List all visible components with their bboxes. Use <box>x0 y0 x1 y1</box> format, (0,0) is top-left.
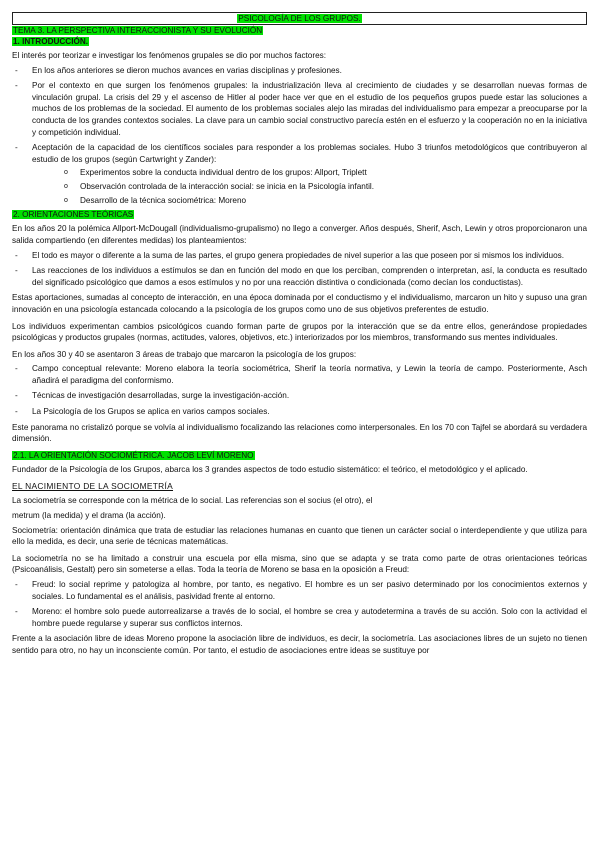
theme-title: TEMA 3. LA PERSPECTIVA INTERACCIONISTA Y SU EVOLUCIÓN <box>13 26 263 35</box>
list-item <box>12 142 587 207</box>
list-item: - Técnicas de investigación desarrolladas, surge la investigación-acción. <box>12 390 587 402</box>
sub-list-item: o Desarrollo de la técnica sociométrica: Moreno <box>32 195 587 207</box>
list-item: - Las reacciones de los individuos a estímulos se dan en función del modo en que los perciban, comprenden o interpretan, así, la conducta es resultado del significado psicológico que damos a esos estímulos y no por una reacción distintiva o condicionada (como decían los conductistas). <box>12 265 587 288</box>
section2-heading: 2. ORIENTACIONES TEÓRICAS <box>13 210 134 220</box>
list-item-text: Aceptación de la capacidad de los científicos sociales para responder a los problemas sociales. Hubo 3 triunfos metodológicos que contribuyeron al estudio de los grupos (según Cartwright y Zander): <box>32 143 587 164</box>
section1-heading: 1. INTRODUCCIÓN. <box>13 37 89 46</box>
sub-list-item: o Experimentos sobre la conducta individual dentro de los grupos: Allport, Triplett <box>32 167 587 179</box>
sociometry-line-2: metrum (la medida) y el drama (la acción). <box>12 511 166 521</box>
section2-paragraph-4: Este panorama no cristalizó porque se volvía al individualismo focalizando las relaciones como interpersonales. En los 70 con Tajfel se abordará su verdadera dimensión. <box>12 422 587 444</box>
document-title-box <box>12 12 587 25</box>
section2-bullet-list <box>12 250 587 289</box>
list-item: - Campo conceptual relevante: Moreno elabora la teoría sociométrica, Sherif la teoría normativa, y Lewin la teoría de campo. Posteriormente, Asch añadirá el paradigma del conformismo. <box>12 363 587 386</box>
theme-title-row <box>12 25 587 36</box>
section2-paragraph-3: En los años 30 y 40 se asentaron 3 áreas de trabajo que marcaron la psicología de los grupos: <box>12 349 357 359</box>
sociometry-subheading: EL NACIMIENTO DE LA SOCIOMETRÍA <box>12 481 174 492</box>
section21-intro: Fundador de la Psicología de los Grupos, abarca los 3 grandes aspectos de todo estudio sistemático: el teórico, el metodológico y el aplicado. <box>12 464 528 474</box>
sociometry-paragraph: La sociometría no se ha limitado a construir una escuela por ella misma, sino que se adapta y se trata como parte de otras orientaciones teóricas (Psicoanálisis, Gestalt) pero sin someterse a ellas. Toda la teoría de Moreno se basa en la oposición a Freud: <box>12 553 587 575</box>
section1-heading-row <box>12 36 587 47</box>
section2-areas-list <box>12 363 587 417</box>
list-item: - La Psicología de los Grupos se aplica en varios campos sociales. <box>12 406 587 418</box>
section1-intro: El interés por teorizar e investigar los fenómenos grupales se dio por muchos factores: <box>12 51 327 60</box>
section2-intro: En los años 20 la polémica Allport-McDougall (individualismo-grupalismo) no llego a converger. Años después, Sherif, Asch, Lewin y otros proporcionaron una salida compartiendo (en diferentes medidas) los planteamientos: <box>12 224 587 245</box>
document-title: PSICOLOGÍA DE LOS GRUPOS. <box>238 14 361 23</box>
closing-paragraph: Frente a la asociación libre de ideas Moreno propone la asociación libre de individuos, es decir, la sociometría. Las asociaciones libres de un sujeto no tienen sentido para otro, no hay un inconsciente común. Por tanto, el estudio de asociaciones entre ideas se sustituye por <box>12 634 587 655</box>
list-item: - El todo es mayor o diferente a la suma de las partes, el grupo genera propiedades de nivel superior a las que poseen por si mismos los individuos. <box>12 250 587 262</box>
list-item: - En los años anteriores se dieron muchos avances en varias disciplinas y profesiones. <box>12 65 587 77</box>
section1-bullet-list <box>12 65 587 208</box>
sociometry-line-1: La sociometría se corresponde con la métrica de lo social. Las referencias son el socius (el otro), el <box>12 496 373 506</box>
list-item: - Freud: lo social reprime y patologiza al hombre, por tanto, es negativo. El hombre es un ser pasivo determinado por los conocimientos externos y sociales. Lo fundamental es el análisis, pasividad frente al entorno. <box>12 579 587 602</box>
sociometry-definition: Sociometría: orientación dinámica que trata de estudiar las relaciones humanas en cuanto que tienen un carácter social o interdependiente y que utiliza para ello la medida, es decir, una serie de técnicas matemáticas. <box>12 525 587 547</box>
document-page <box>12 12 587 657</box>
section21-heading: 2.1. LA ORIENTACIÓN SOCIOMÉTRICA. JACOB LEVÍ MORENO <box>13 450 254 460</box>
section21-heading-row <box>12 450 587 461</box>
section2-paragraph-2: Los individuos experimentan cambios psicológicos cuando forman parte de grupos por la interacción que se da entre ellos, generándose propiedades psicológicas y productos grupales (normas, actitudes, valores, objetivos, etc.) interiorizados por los miembros, transformando sus mentes individuales. <box>12 321 587 343</box>
section2-paragraph-1: Estas aportaciones, sumadas al concepto de interacción, en una época dominada por el conductismo y el individualismo, marcaron un hito y supuso una gran innovación en una psicología estancada colocando a la psicología de los grupos como uno de sus objetivos preferentes de estudio. <box>12 293 587 314</box>
list-item: - Moreno: el hombre solo puede autorrealizarse a través de lo social, el hombre se crea y autodetermina a través de su acción. Solo con la actividad el hombre puede regularse y superar sus conflictos internos. <box>12 606 587 629</box>
sub-list-item: o Observación controlada de la interacción social: se inicia en la Psicología infantil. <box>32 181 587 193</box>
section1-sub-list <box>32 167 587 207</box>
list-item: - Por el contexto en que surgen los fenómenos grupales: la industrialización lleva al crecimiento de ciudades y se desarrollan nuevas formas de vinculación grupal. La crisis del 29 y el ascenso de Hitler al poder hace ver que en el estudio de los pequeños grupos puede estar las soluciones a muchos de los problemas de la sociedad. El aumento de los problemas sociales alejo las miradas del individualismo para empezar a preocuparse por la conducta de los grandes contextos sociales. La clave para un cambio social constructivo parecía estén en el esfuerzo y la cooperación no en la iniciativa y competición individual. <box>12 80 587 138</box>
section2-heading-row <box>12 209 587 220</box>
freud-moreno-list <box>12 579 587 629</box>
